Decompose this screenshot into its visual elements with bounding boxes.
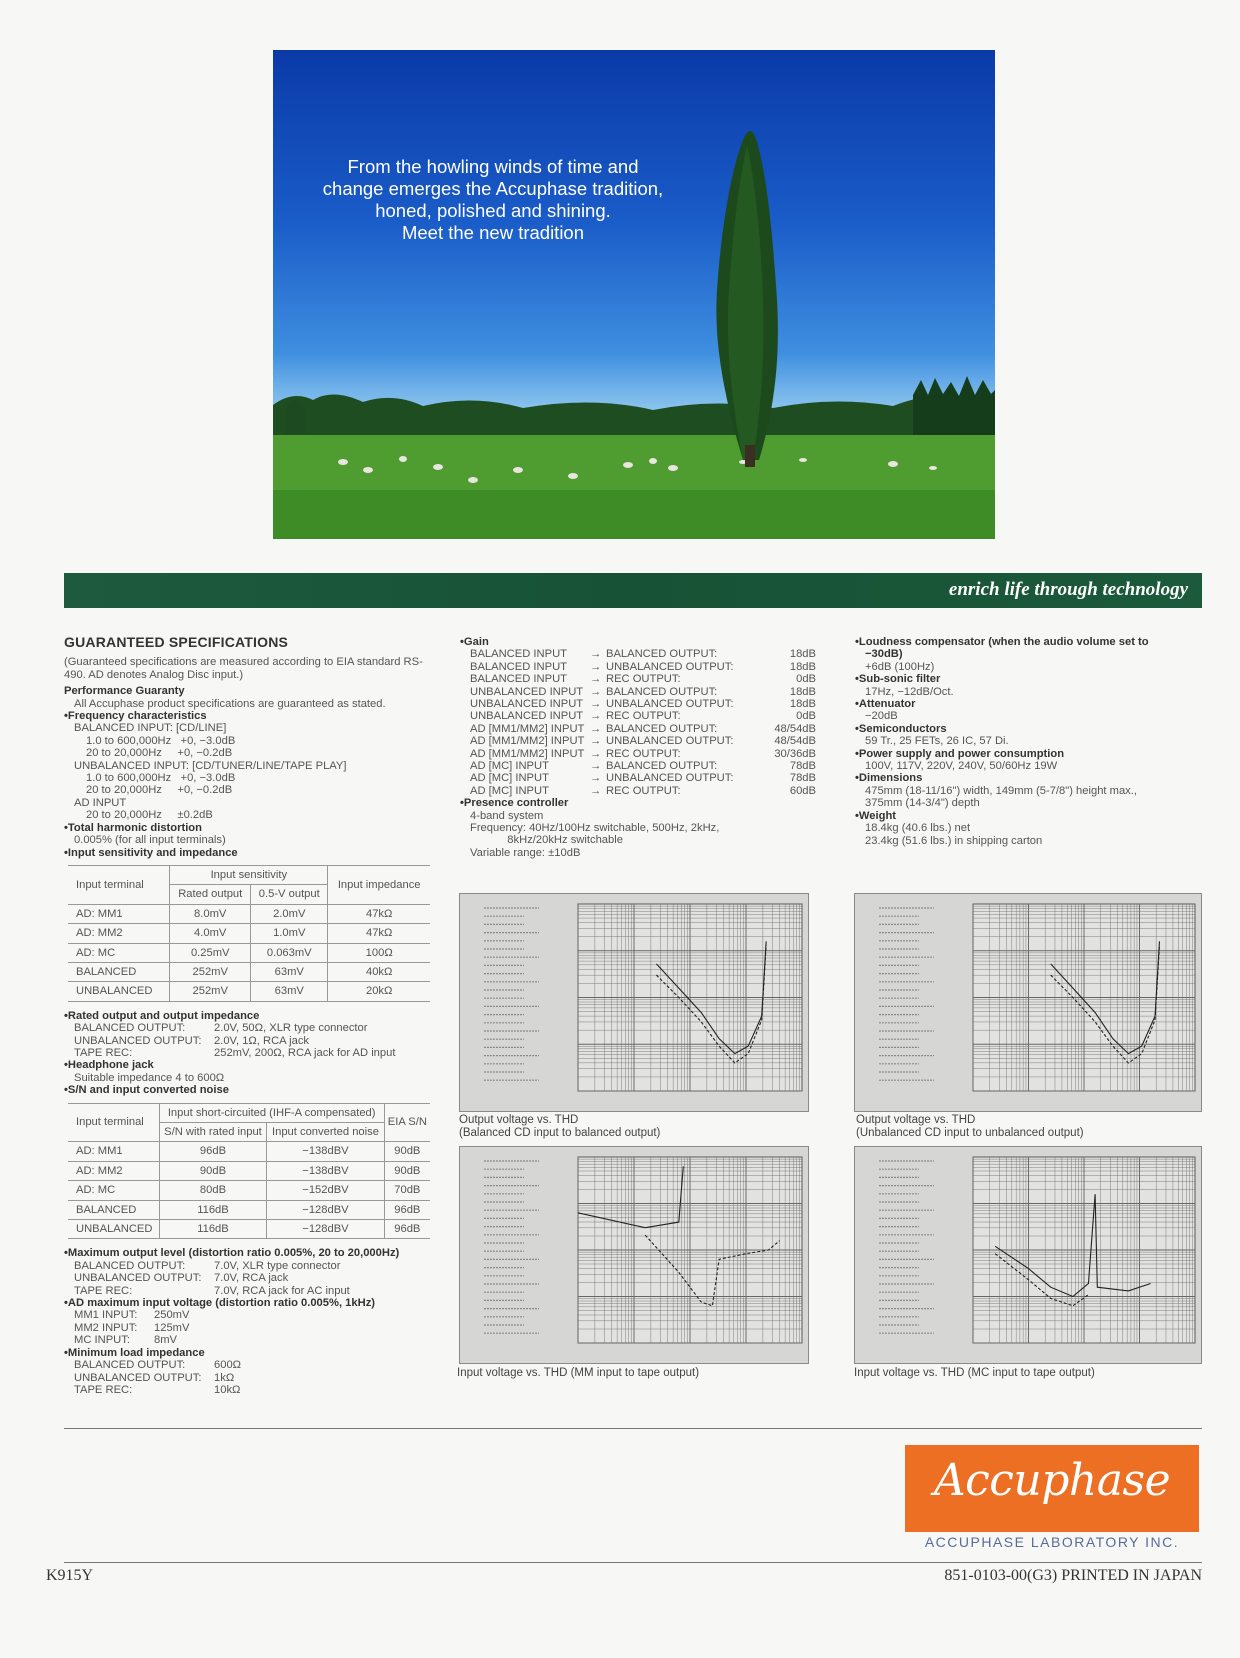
- graph-caption: [856, 1114, 1084, 1140]
- spec-label: UNBALANCED OUTPUT:: [74, 1034, 202, 1047]
- spec-value: 7.0V, RCA jack for AC input: [214, 1284, 350, 1297]
- presence-line: 8kHz/20kHz switchable: [470, 834, 623, 847]
- gain-title: • Gain: [460, 636, 820, 648]
- semi-title: • Semiconductors: [855, 723, 1200, 735]
- gain-cell: REC OUTPUT:: [606, 710, 681, 723]
- spec-label: TAPE REC:: [74, 1284, 133, 1297]
- table-cell: 63mV: [251, 962, 328, 981]
- gain-cell: →: [590, 710, 602, 723]
- spec-line: [64, 1384, 434, 1396]
- spec-line: [64, 1309, 434, 1321]
- table-cell: 20kΩ: [328, 982, 430, 1001]
- spec-value: 10kΩ: [214, 1383, 241, 1396]
- weight-title: • Weight: [855, 810, 1200, 822]
- gain-cell: UNBALANCED INPUT: [470, 710, 584, 723]
- spec-line: [64, 1022, 434, 1034]
- banner-motto: enrich life through technology: [948, 579, 1188, 600]
- table-cell: UNBALANCED: [68, 1220, 159, 1239]
- table-cell: 96dB: [384, 1200, 430, 1219]
- sensitivity-row: [68, 962, 430, 981]
- logo-wordmark: Accuphase: [933, 1455, 1171, 1506]
- lab-name: ACCUPHASE LABORATORY INC.: [924, 1534, 1180, 1550]
- power-text: 100V, 117V, 220V, 240V, 50/60Hz 19W: [865, 760, 1058, 773]
- table-cell: −138dBV: [267, 1161, 384, 1180]
- gain-cell: →: [590, 747, 602, 760]
- freq-line: BALANCED INPUT: [CD/LINE]: [74, 722, 227, 735]
- gain-cell: 78dB: [789, 772, 816, 785]
- green-banner: [64, 573, 1202, 608]
- spec-line: [64, 1260, 434, 1272]
- table-cell: 0.25mV: [170, 943, 251, 962]
- caption-line: Input voltage vs. THD (MC input to tape output): [854, 1367, 1095, 1379]
- tagline-line: From the howling winds of time and: [347, 156, 639, 177]
- sn-row: [68, 1142, 430, 1161]
- sensitivity-row: [68, 904, 430, 923]
- table-cell: 40kΩ: [328, 962, 430, 981]
- spec-label: MM1 INPUT:: [74, 1309, 138, 1322]
- table-cell: 252mV: [170, 962, 251, 981]
- table-cell: 80dB: [159, 1181, 267, 1200]
- sn-row: [68, 1220, 430, 1239]
- spec-label: MM2 INPUT:: [74, 1321, 138, 1334]
- sensitivity-row: [68, 943, 430, 962]
- gain-cell: BALANCED OUTPUT:: [606, 648, 718, 661]
- freq-line: 1.0 to 600,000Hz +0, −3.0dB: [86, 772, 236, 785]
- gain-cell: →: [590, 685, 602, 698]
- spec-label: UNBALANCED OUTPUT:: [74, 1272, 202, 1285]
- gain-cell: REC OUTPUT:: [606, 784, 681, 797]
- table-cell: AD: MC: [68, 1181, 159, 1200]
- loud-title-2: −30dB): [865, 648, 903, 661]
- spec-label: MC INPUT:: [74, 1334, 130, 1347]
- graph-caption: [459, 1114, 660, 1140]
- specs-column-1: [64, 636, 434, 1396]
- sn-table: [68, 1103, 430, 1240]
- subsonic-title: • Sub-sonic filter: [855, 673, 1200, 685]
- freq-line: 20 to 20,000Hz +0, −0.2dB: [86, 784, 233, 797]
- th-noise: Input converted noise: [267, 1123, 384, 1142]
- gain-cell: →: [590, 772, 602, 785]
- gain-row: [460, 760, 820, 772]
- presence-line: Frequency: 40Hz/100Hz switchable, 500Hz, 2kHz,: [470, 821, 720, 834]
- print-code: 851-0103-00(G3) PRINTED IN JAPAN: [944, 1567, 1202, 1584]
- gain-cell: BALANCED OUTPUT:: [606, 759, 718, 772]
- table-cell: 47kΩ: [328, 924, 430, 943]
- gain-cell: AD [MC] INPUT: [470, 772, 549, 785]
- spec-value: 7.0V, RCA jack: [214, 1272, 289, 1285]
- gain-cell: →: [590, 648, 602, 661]
- gain-cell: 0dB: [796, 710, 816, 723]
- gain-cell: AD [MM1/MM2] INPUT: [470, 735, 585, 748]
- spec-value: 8mV: [154, 1334, 178, 1347]
- spec-value: 252mV, 200Ω, RCA jack for AD input: [214, 1046, 396, 1059]
- th-impedance: Input impedance: [328, 865, 430, 904]
- gain-cell: AD [MC] INPUT: [470, 784, 549, 797]
- table-cell: 90dB: [384, 1142, 430, 1161]
- th-short: Input short-circuited (IHF-A compensated): [159, 1103, 384, 1122]
- gain-cell: REC OUTPUT:: [606, 673, 681, 686]
- spec-label: BALANCED OUTPUT:: [74, 1359, 186, 1372]
- hp-title: • Headphone jack: [64, 1059, 434, 1071]
- gain-row: [460, 785, 820, 797]
- dim-line: 375mm (14-3/4") depth: [865, 797, 980, 810]
- accuphase-logo: [905, 1445, 1199, 1532]
- spec-line: [64, 1285, 434, 1297]
- presence-title: • Presence controller: [460, 797, 820, 809]
- gain-cell: BALANCED INPUT: [470, 660, 567, 673]
- thd-graph-mm: [459, 1146, 809, 1364]
- table-cell: 0.063mV: [251, 943, 328, 962]
- gain-cell: →: [590, 784, 602, 797]
- specs-column-2: [460, 636, 820, 859]
- table-cell: 4.0mV: [170, 924, 251, 943]
- spec-label: BALANCED OUTPUT:: [74, 1022, 186, 1035]
- gain-cell: UNBALANCED INPUT: [470, 697, 584, 710]
- table-cell: −128dBV: [267, 1220, 384, 1239]
- presence-line: 4-band system: [470, 809, 544, 822]
- spec-line: [64, 1272, 434, 1284]
- gain-row: [460, 710, 820, 722]
- gain-row: [460, 735, 820, 747]
- th-sensitivity: Input sensitivity: [170, 865, 328, 884]
- specs-intro: (Guaranteed specifications are measured according to EIA standard RS-490. AD denotes Analog Disc input.): [64, 656, 423, 681]
- hp-text: Suitable impedance 4 to 600Ω: [74, 1071, 225, 1084]
- gain-cell: →: [590, 697, 602, 710]
- table-cell: AD: MM1: [68, 1142, 159, 1161]
- graph-caption: [854, 1367, 1095, 1380]
- gain-row: [460, 748, 820, 760]
- gain-cell: BALANCED INPUT: [470, 673, 567, 686]
- footer-divider: [64, 1562, 1202, 1563]
- dim-line: 475mm (18-11/16") width, 149mm (5-7/8") height max.,: [865, 784, 1137, 797]
- table-cell: BALANCED: [68, 1200, 159, 1219]
- weight-line: 18.4kg (40.6 lbs.) net: [865, 822, 971, 835]
- table-cell: AD: MM1: [68, 904, 170, 923]
- sensitivity-row: [68, 924, 430, 943]
- gain-cell: 48/54dB: [774, 735, 816, 748]
- landscape-illustration: [273, 50, 995, 539]
- freq-line: AD INPUT: [74, 796, 127, 809]
- sn-title: • S/N and input converted noise: [64, 1084, 434, 1096]
- gain-cell: 18dB: [789, 685, 816, 698]
- tagline-line: change emerges the Accuphase tradition,: [322, 178, 664, 199]
- spec-value: 7.0V, XLR type connector: [214, 1259, 341, 1272]
- spec-label: TAPE REC:: [74, 1383, 133, 1396]
- freq-line: 20 to 20,000Hz +0, −0.2dB: [86, 747, 233, 760]
- table-cell: 2.0mV: [251, 904, 328, 923]
- caption-line: Input voltage vs. THD (MM input to tape output): [457, 1367, 700, 1379]
- sn-row: [68, 1181, 430, 1200]
- gain-cell: UNBALANCED OUTPUT:: [606, 697, 734, 710]
- th-terminal: Input terminal: [68, 1103, 159, 1142]
- gain-cell: →: [590, 759, 602, 772]
- spec-line: [64, 1359, 434, 1371]
- sensitivity-table: [68, 865, 430, 1002]
- freq-title: • Frequency characteristics: [64, 710, 434, 722]
- gain-cell: UNBALANCED INPUT: [470, 685, 584, 698]
- table-cell: 8.0mV: [170, 904, 251, 923]
- gain-cell: 18dB: [789, 660, 816, 673]
- gain-row: [460, 661, 820, 673]
- thd-text: 0.005% (for all input terminals): [74, 834, 226, 847]
- table-cell: 90dB: [384, 1161, 430, 1180]
- gain-row: [460, 673, 820, 685]
- sn-row: [68, 1200, 430, 1219]
- spec-value: 125mV: [154, 1321, 190, 1334]
- spec-value: 250mV: [154, 1309, 190, 1322]
- gain-cell: REC OUTPUT:: [606, 747, 681, 760]
- gain-cell: AD [MM1/MM2] INPUT: [470, 722, 585, 735]
- dim-title: • Dimensions: [855, 772, 1200, 784]
- table-cell: AD: MC: [68, 943, 170, 962]
- caption-line: Output voltage vs. THD: [856, 1114, 976, 1126]
- tagline-line: Meet the new tradition: [401, 222, 585, 243]
- spec-label: BALANCED OUTPUT:: [74, 1259, 186, 1272]
- gain-cell: BALANCED OUTPUT:: [606, 685, 718, 698]
- gain-cell: BALANCED OUTPUT:: [606, 722, 718, 735]
- table-cell: 96dB: [384, 1220, 430, 1239]
- sensitivity-row: [68, 982, 430, 1001]
- table-cell: 90dB: [159, 1161, 267, 1180]
- caption-line: (Unbalanced CD input to unbalanced output): [856, 1127, 1084, 1139]
- gain-row: [460, 686, 820, 698]
- power-title: • Power supply and power consumption: [855, 748, 1200, 760]
- th-eia: EIA S/N: [384, 1103, 430, 1142]
- loud-title: • Loudness compensator (when the audio volume set to: [855, 636, 1200, 648]
- spec-line: [64, 1334, 434, 1346]
- spec-value: 2.0V, 50Ω, XLR type connector: [214, 1022, 368, 1035]
- gain-cell: 0dB: [796, 673, 816, 686]
- gain-cell: AD [MC] INPUT: [470, 759, 549, 772]
- gain-cell: 48/54dB: [774, 722, 816, 735]
- spec-label: TAPE REC:: [74, 1046, 133, 1059]
- table-cell: −152dBV: [267, 1181, 384, 1200]
- hero-photo: [273, 50, 995, 539]
- sens-title: • Input sensitivity and impedance: [64, 847, 434, 859]
- table-cell: 1.0mV: [251, 924, 328, 943]
- table-cell: BALANCED: [68, 962, 170, 981]
- spec-line: [64, 1372, 434, 1384]
- gain-cell: 30/36dB: [774, 747, 816, 760]
- table-cell: 100Ω: [328, 943, 430, 962]
- weight-line: 23.4kg (51.6 lbs.) in shipping carton: [865, 834, 1043, 847]
- gain-cell: →: [590, 722, 602, 735]
- spec-line: [64, 1047, 434, 1059]
- gain-cell: →: [590, 660, 602, 673]
- gain-cell: →: [590, 735, 602, 748]
- max-out-title: • Maximum output level (distortion ratio 0.005%, 20 to 20,000Hz): [64, 1247, 434, 1259]
- table-cell: UNBALANCED: [68, 982, 170, 1001]
- catalog-code: K915Y: [46, 1567, 94, 1584]
- tagline-line: honed, polished and shining.: [375, 200, 611, 221]
- table-cell: AD: MM2: [68, 1161, 159, 1180]
- table-cell: 116dB: [159, 1220, 267, 1239]
- caption-line: (Balanced CD input to balanced output): [459, 1127, 661, 1139]
- footer-divider: [64, 1428, 1202, 1429]
- presence-line: Variable range: ±10dB: [470, 846, 581, 859]
- thd-title: • Total harmonic distortion: [64, 822, 434, 834]
- specs-column-3: [855, 636, 1200, 847]
- gain-cell: 78dB: [789, 759, 816, 772]
- hero-tagline: [303, 156, 683, 244]
- min-load-title: • Minimum load impedance: [64, 1347, 434, 1359]
- freq-line: 20 to 20,000Hz ±0.2dB: [86, 809, 213, 822]
- perf-title: Performance Guaranty: [64, 685, 185, 698]
- gain-row: [460, 698, 820, 710]
- gain-cell: UNBALANCED OUTPUT:: [606, 772, 734, 785]
- table-cell: 63mV: [251, 982, 328, 1001]
- gain-row: [460, 772, 820, 784]
- graph-caption: [457, 1367, 699, 1380]
- th-05v: 0.5-V output: [251, 885, 328, 904]
- table-cell: 47kΩ: [328, 904, 430, 923]
- gain-cell: 18dB: [789, 697, 816, 710]
- spec-line: [64, 1035, 434, 1047]
- sn-row: [68, 1161, 430, 1180]
- spec-line: [64, 1322, 434, 1334]
- rated-title: • Rated output and output impedance: [64, 1010, 434, 1022]
- loud-text: +6dB (100Hz): [865, 660, 935, 673]
- th-terminal: Input terminal: [68, 865, 170, 904]
- gain-cell: BALANCED INPUT: [470, 648, 567, 661]
- ad-max-title: • AD maximum input voltage (distortion ratio 0.005%, 1kHz): [64, 1297, 434, 1309]
- th-rated: Rated output: [170, 885, 251, 904]
- table-cell: 252mV: [170, 982, 251, 1001]
- gain-row: [460, 723, 820, 735]
- spec-value: 600Ω: [214, 1359, 242, 1372]
- table-cell: −128dBV: [267, 1200, 384, 1219]
- thd-graph-balanced: [459, 893, 809, 1112]
- caption-line: Output voltage vs. THD: [459, 1114, 579, 1126]
- gain-cell: 18dB: [789, 648, 816, 661]
- gain-cell: 60dB: [789, 784, 816, 797]
- gain-cell: →: [590, 673, 602, 686]
- th-sn: S/N with rated input: [159, 1123, 267, 1142]
- subsonic-text: 17Hz, −12dB/Oct.: [865, 685, 954, 698]
- att-title: • Attenuator: [855, 698, 1200, 710]
- spec-value: 2.0V, 1Ω, RCA jack: [214, 1034, 310, 1047]
- table-cell: −138dBV: [267, 1142, 384, 1161]
- att-text: −20dB: [865, 710, 898, 723]
- thd-graph-unbalanced: [854, 893, 1202, 1112]
- specs-title: GUARANTEED SPECIFICATIONS: [64, 634, 289, 650]
- semi-text: 59 Tr., 25 FETs, 26 IC, 57 Di.: [865, 735, 1009, 748]
- spec-label: UNBALANCED OUTPUT:: [74, 1371, 202, 1384]
- gain-cell: UNBALANCED OUTPUT:: [606, 735, 734, 748]
- table-cell: 96dB: [159, 1142, 267, 1161]
- gain-row: [460, 648, 820, 660]
- freq-line: 1.0 to 600,000Hz +0, −3.0dB: [86, 734, 236, 747]
- table-cell: 116dB: [159, 1200, 267, 1219]
- gain-cell: UNBALANCED OUTPUT:: [606, 660, 734, 673]
- freq-line: UNBALANCED INPUT: [CD/TUNER/LINE/TAPE PLAY]: [74, 759, 347, 772]
- spec-value: 1kΩ: [214, 1371, 235, 1384]
- thd-graph-mc: [854, 1146, 1202, 1364]
- table-cell: 70dB: [384, 1181, 430, 1200]
- gain-cell: AD [MM1/MM2] INPUT: [470, 747, 585, 760]
- table-cell: AD: MM2: [68, 924, 170, 943]
- perf-text: All Accuphase product specifications are guaranteed as stated.: [74, 697, 386, 710]
